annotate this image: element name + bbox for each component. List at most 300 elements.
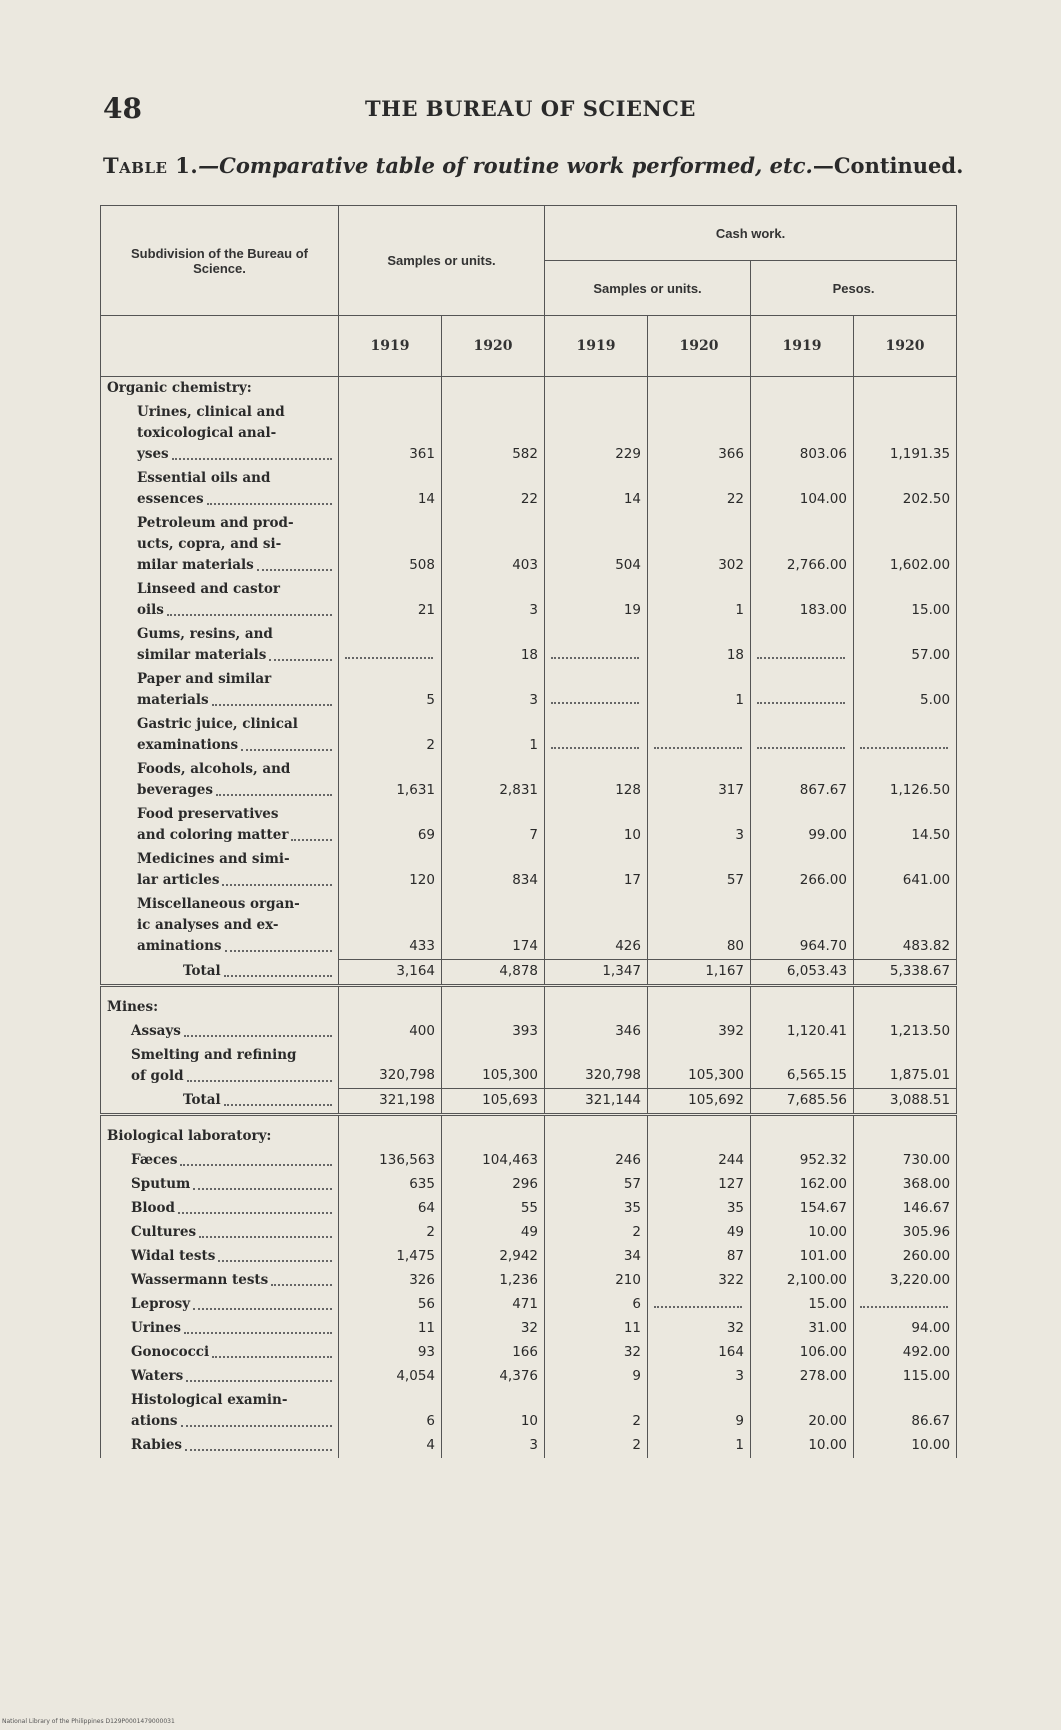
value-cell: 321,198 (339, 1089, 442, 1115)
label-line (137, 690, 332, 711)
value-cell: 641.00 (854, 848, 957, 893)
empty-cell (751, 1115, 854, 1150)
value-cell: 320,798 (545, 1044, 648, 1089)
label-text: Sputum (131, 1176, 191, 1192)
value-cell: 305.96 (854, 1221, 957, 1245)
value-cell: 393 (442, 1020, 545, 1044)
value-cell: 2 (339, 1221, 442, 1245)
value-cell: 210 (545, 1269, 648, 1293)
dot-leader (291, 825, 332, 841)
dot-leader (551, 702, 639, 704)
row-label (101, 893, 339, 959)
value-cell: 162.00 (751, 1173, 854, 1197)
header-year: 1920 (854, 316, 957, 377)
value-cell (545, 623, 648, 668)
dot-leader (551, 657, 639, 659)
value-cell: 1 (648, 668, 751, 713)
empty-cell (545, 1115, 648, 1150)
row-label (101, 1434, 339, 1458)
header-cash-work: Cash work. (545, 206, 957, 261)
label-line (137, 936, 332, 957)
section-label: Mines: (101, 985, 339, 1020)
value-cell: 104,463 (442, 1149, 545, 1173)
row-label (101, 1269, 339, 1293)
value-cell: 57 (648, 848, 751, 893)
value-cell: 266.00 (751, 848, 854, 893)
empty-cell (442, 1115, 545, 1150)
value-cell: 57 (545, 1173, 648, 1197)
table-row (101, 1149, 957, 1173)
value-cell: 106.00 (751, 1341, 854, 1365)
value-cell: 136,563 (339, 1149, 442, 1173)
value-cell: 361 (339, 401, 442, 467)
label-text: toxicological anal- (137, 425, 277, 441)
header-subdivision: Subdivision of the Bureau of Science. (101, 206, 339, 316)
table-row (101, 578, 957, 623)
value-cell: 115.00 (854, 1365, 957, 1389)
table-row (101, 1389, 957, 1434)
table-body (101, 377, 957, 1459)
label-text: Cultures (131, 1224, 197, 1240)
value-cell: 183.00 (751, 578, 854, 623)
value-cell: 3 (648, 803, 751, 848)
header-year: 1920 (648, 316, 751, 377)
value-cell: 2,831 (442, 758, 545, 803)
value-cell: 867.67 (751, 758, 854, 803)
table-row (101, 893, 957, 959)
label-line (131, 1411, 332, 1432)
label-text: Miscellaneous organ- (137, 896, 300, 912)
row-label (101, 1365, 339, 1389)
value-cell: 4,054 (339, 1365, 442, 1389)
table-row (101, 1173, 957, 1197)
value-cell: 17 (545, 848, 648, 893)
label-text: Paper and similar (137, 671, 272, 687)
row-label (101, 1173, 339, 1197)
value-cell: 504 (545, 512, 648, 578)
value-cell: 2,942 (442, 1245, 545, 1269)
label-line (137, 444, 332, 465)
value-cell: 14.50 (854, 803, 957, 848)
value-cell: 94.00 (854, 1317, 957, 1341)
header-cash-samples: Samples or units. (545, 261, 751, 316)
value-cell: 93 (339, 1341, 442, 1365)
label-text: Medicines and simi- (137, 851, 290, 867)
value-cell: 2,100.00 (751, 1269, 854, 1293)
value-cell: 278.00 (751, 1365, 854, 1389)
label-text: Food preservatives (137, 806, 279, 822)
value-cell: 128 (545, 758, 648, 803)
footer-credit: National Library of the Philippines D129P0001479000031 (2, 1718, 175, 1725)
label-text: examinations (137, 737, 239, 753)
value-cell: 244 (648, 1149, 751, 1173)
empty-cell (442, 377, 545, 402)
dot-leader (184, 1021, 332, 1037)
table-row (101, 803, 957, 848)
empty-cell (751, 985, 854, 1020)
label-text: similar materials (137, 647, 267, 663)
dot-leader (167, 600, 332, 616)
dot-leader (345, 657, 433, 659)
label-text: Blood (131, 1200, 175, 1216)
dot-leader (199, 1222, 332, 1238)
value-cell: 49 (442, 1221, 545, 1245)
dot-leader (241, 735, 332, 751)
row-label (101, 959, 339, 985)
value-cell: 366 (648, 401, 751, 467)
row-label (101, 467, 339, 512)
value-cell: 392 (648, 1020, 751, 1044)
value-cell: 964.70 (751, 893, 854, 959)
value-cell: 101.00 (751, 1245, 854, 1269)
value-cell: 105,300 (648, 1044, 751, 1089)
value-cell: 174 (442, 893, 545, 959)
running-head: THE BUREAU OF SCIENCE (365, 96, 696, 121)
value-cell: 952.32 (751, 1149, 854, 1173)
row-label (101, 1341, 339, 1365)
table-row (101, 1269, 957, 1293)
value-cell: 320,798 (339, 1044, 442, 1089)
row-label (101, 668, 339, 713)
label-text: Total (183, 962, 221, 979)
value-cell: 3 (648, 1365, 751, 1389)
label-line (183, 1090, 332, 1111)
section-label: Organic chemistry: (101, 377, 339, 402)
table-row (101, 668, 957, 713)
value-cell: 1,126.50 (854, 758, 957, 803)
label-text: Smelting and refining (131, 1046, 297, 1063)
dot-leader (172, 444, 332, 460)
value-cell: 11 (545, 1317, 648, 1341)
value-cell: 3,220.00 (854, 1269, 957, 1293)
table-row (101, 1197, 957, 1221)
value-cell (751, 713, 854, 758)
value-cell: 1,631 (339, 758, 442, 803)
label-line (137, 735, 332, 756)
value-cell: 326 (339, 1269, 442, 1293)
label-text: ic analyses and ex- (137, 917, 279, 933)
value-cell: 20.00 (751, 1389, 854, 1434)
value-cell: 105,300 (442, 1044, 545, 1089)
header-year: 1919 (545, 316, 648, 377)
value-cell: 105,693 (442, 1089, 545, 1115)
value-cell: 49 (648, 1221, 751, 1245)
value-cell: 1 (648, 578, 751, 623)
label-text: ations (131, 1413, 178, 1429)
value-cell: 32 (545, 1341, 648, 1365)
dot-leader (860, 747, 948, 749)
value-cell: 368.00 (854, 1173, 957, 1197)
empty-cell (339, 1115, 442, 1150)
value-cell: 1,602.00 (854, 512, 957, 578)
label-text: yses (137, 446, 169, 462)
row-label (101, 1221, 339, 1245)
dot-leader (224, 961, 332, 977)
row-label (101, 1020, 339, 1044)
value-cell: 1,167 (648, 959, 751, 985)
header-blank (101, 316, 339, 377)
row-label (101, 1044, 339, 1089)
value-cell: 18 (648, 623, 751, 668)
value-cell: 10 (442, 1389, 545, 1434)
value-cell: 492.00 (854, 1341, 957, 1365)
empty-cell (854, 377, 957, 402)
table-row (101, 1341, 957, 1365)
value-cell: 483.82 (854, 893, 957, 959)
row-label (101, 1149, 339, 1173)
table-row (101, 1293, 957, 1317)
value-cell: 346 (545, 1020, 648, 1044)
row-label (101, 401, 339, 467)
value-cell: 3 (442, 668, 545, 713)
empty-cell (648, 377, 751, 402)
dot-leader (218, 1246, 332, 1262)
label-text: Gonococci (131, 1344, 210, 1360)
value-cell: 2 (545, 1434, 648, 1458)
value-cell: 321,144 (545, 1089, 648, 1115)
label-text: Total (183, 1092, 221, 1108)
value-cell: 6 (545, 1293, 648, 1317)
table-row (101, 758, 957, 803)
value-cell: 55 (442, 1197, 545, 1221)
value-cell: 7 (442, 803, 545, 848)
value-cell: 5,338.67 (854, 959, 957, 985)
section-row (101, 377, 957, 402)
value-cell: 32 (442, 1317, 545, 1341)
label-line (137, 645, 332, 666)
value-cell: 5.00 (854, 668, 957, 713)
value-cell: 1,191.35 (854, 401, 957, 467)
dot-leader (212, 690, 332, 706)
value-cell: 35 (545, 1197, 648, 1221)
value-cell: 19 (545, 578, 648, 623)
value-cell: 18 (442, 623, 545, 668)
label-line (131, 1435, 332, 1456)
label-text: oils (137, 602, 164, 618)
value-cell: 1,236 (442, 1269, 545, 1293)
value-cell: 635 (339, 1173, 442, 1197)
dot-leader (269, 645, 332, 661)
label-text: aminations (137, 938, 222, 954)
value-cell: 120 (339, 848, 442, 893)
label-line (131, 1222, 332, 1243)
row-label (101, 713, 339, 758)
dot-leader (212, 1342, 332, 1358)
label-text: Gastric juice, clinical (137, 716, 298, 732)
label-text: of gold (131, 1067, 184, 1084)
label-text: ucts, copra, and si- (137, 536, 282, 552)
dot-leader (180, 1150, 332, 1166)
value-cell: 5 (339, 668, 442, 713)
header-year: 1919 (751, 316, 854, 377)
dot-leader (207, 489, 332, 505)
label-line (131, 1294, 332, 1315)
total-row (101, 1089, 957, 1115)
table-row (101, 1221, 957, 1245)
value-cell: 10.00 (751, 1221, 854, 1245)
dot-leader (551, 747, 639, 749)
row-label (101, 803, 339, 848)
value-cell: 21 (339, 578, 442, 623)
value-cell: 14 (545, 467, 648, 512)
dot-leader (193, 1294, 332, 1310)
value-cell: 229 (545, 401, 648, 467)
dot-leader (860, 1306, 948, 1308)
dot-leader (224, 1090, 332, 1106)
label-text: Histological examin- (131, 1392, 288, 1408)
value-cell: 730.00 (854, 1149, 957, 1173)
empty-cell (545, 377, 648, 402)
table-row (101, 1434, 957, 1458)
value-cell: 1,475 (339, 1245, 442, 1269)
value-cell: 10.00 (751, 1434, 854, 1458)
table-row (101, 848, 957, 893)
value-cell: 1 (648, 1434, 751, 1458)
value-cell: 166 (442, 1341, 545, 1365)
caption-continued: —Continued. (812, 153, 964, 178)
label-text: Assays (131, 1022, 181, 1039)
label-line (131, 1366, 332, 1387)
value-cell: 35 (648, 1197, 751, 1221)
value-cell (339, 623, 442, 668)
label-line (131, 1150, 332, 1171)
label-line (183, 961, 332, 982)
table-caption (103, 153, 963, 178)
empty-cell (442, 985, 545, 1020)
total-row (101, 959, 957, 985)
label-text: Foods, alcohols, and (137, 761, 291, 777)
header-pesos: Pesos. (751, 261, 957, 316)
table-row (101, 713, 957, 758)
label-text: and coloring matter (137, 827, 289, 843)
value-cell: 317 (648, 758, 751, 803)
label-line (131, 1174, 332, 1195)
table-row (101, 1317, 957, 1341)
dot-leader (187, 1066, 332, 1082)
value-cell: 64 (339, 1197, 442, 1221)
label-text: essences (137, 491, 204, 507)
value-cell: 34 (545, 1245, 648, 1269)
value-cell: 4 (339, 1434, 442, 1458)
dot-leader (216, 780, 332, 796)
table-row (101, 1365, 957, 1389)
empty-cell (751, 377, 854, 402)
value-cell: 433 (339, 893, 442, 959)
label-text: Wassermann tests (131, 1272, 269, 1288)
empty-cell (339, 377, 442, 402)
value-cell: 2,766.00 (751, 512, 854, 578)
dot-leader (757, 702, 845, 704)
value-cell: 4,878 (442, 959, 545, 985)
table-row (101, 401, 957, 467)
header-samples-units: Samples or units. (339, 206, 545, 316)
caption-label: Table 1. (103, 153, 199, 178)
value-cell: 22 (648, 467, 751, 512)
dot-leader (654, 747, 742, 749)
label-text: Petroleum and prod- (137, 515, 294, 531)
label-line (131, 1198, 332, 1219)
dot-leader (184, 1318, 332, 1334)
value-cell: 1 (442, 713, 545, 758)
value-cell: 403 (442, 512, 545, 578)
label-text: Widal tests (131, 1248, 216, 1264)
row-label (101, 1389, 339, 1434)
value-cell: 10.00 (854, 1434, 957, 1458)
empty-cell (648, 985, 751, 1020)
value-cell: 57.00 (854, 623, 957, 668)
value-cell: 87 (648, 1245, 751, 1269)
dot-leader (181, 1411, 332, 1427)
label-line (131, 1318, 332, 1339)
table-row (101, 1044, 957, 1089)
section-row (101, 985, 957, 1020)
value-cell: 11 (339, 1317, 442, 1341)
value-cell: 9 (545, 1365, 648, 1389)
label-line (131, 1342, 332, 1363)
row-label (101, 758, 339, 803)
label-line (137, 780, 332, 801)
value-cell: 322 (648, 1269, 751, 1293)
table-row (101, 1020, 957, 1044)
value-cell: 426 (545, 893, 648, 959)
label-text: Urines, clinical and (137, 404, 285, 420)
value-cell: 104.00 (751, 467, 854, 512)
value-cell: 2 (545, 1389, 648, 1434)
value-cell: 15.00 (854, 578, 957, 623)
value-cell: 99.00 (751, 803, 854, 848)
value-cell: 4,376 (442, 1365, 545, 1389)
value-cell: 296 (442, 1173, 545, 1197)
dot-leader (186, 1366, 332, 1382)
empty-cell (545, 985, 648, 1020)
value-cell: 2 (545, 1221, 648, 1245)
value-cell: 3 (442, 578, 545, 623)
value-cell: 1,120.41 (751, 1020, 854, 1044)
value-cell: 246 (545, 1149, 648, 1173)
work-table-container (100, 205, 956, 1458)
label-line (131, 1066, 332, 1087)
dot-leader (257, 555, 332, 571)
value-cell: 7,685.56 (751, 1089, 854, 1115)
row-label (101, 1197, 339, 1221)
value-cell (648, 1293, 751, 1317)
value-cell: 146.67 (854, 1197, 957, 1221)
label-text: Urines (131, 1320, 182, 1336)
label-line (137, 600, 332, 621)
label-line (131, 1270, 332, 1291)
value-cell: 80 (648, 893, 751, 959)
value-cell (648, 713, 751, 758)
dot-leader (225, 936, 332, 952)
value-cell: 202.50 (854, 467, 957, 512)
dot-leader (757, 747, 845, 749)
label-text: beverages (137, 782, 213, 798)
dot-leader (222, 870, 332, 886)
value-cell: 86.67 (854, 1389, 957, 1434)
label-text: milar materials (137, 557, 254, 573)
value-cell (854, 713, 957, 758)
value-cell: 582 (442, 401, 545, 467)
dot-leader (178, 1198, 332, 1214)
table-row (101, 512, 957, 578)
label-line (131, 1246, 332, 1267)
label-text: Leprosy (131, 1296, 191, 1312)
value-cell: 834 (442, 848, 545, 893)
row-label (101, 1317, 339, 1341)
value-cell: 56 (339, 1293, 442, 1317)
label-line (137, 825, 332, 846)
section-label: Biological laboratory: (101, 1115, 339, 1150)
